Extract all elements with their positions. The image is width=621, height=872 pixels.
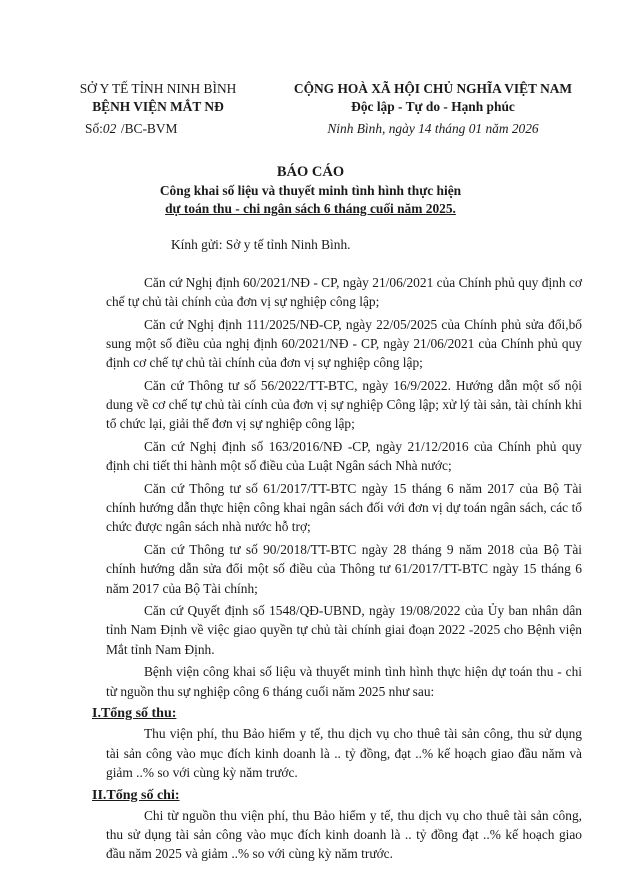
intro-paragraph: Bệnh viện công khai số liệu và thuyết minh tình hình thực hiện dự toán thu - chi từ nguồn thu sự nghiệp công 6 tháng cuối năm 2025 như sau:	[106, 664, 582, 699]
legal-basis-paragraph: Căn cứ Nghị định 111/2025/NĐ-CP, ngày 22/05/2025 của Chính phủ sửa đổi,bổ sung một số điều của nghị định 60/2021/NĐ - CP, ngày 21/06/2021 của Chính phủ quy định cơ chế tự chủ tài chính của đơn vị sự nghiệp công lập;	[106, 316, 582, 371]
legal-basis-paragraph: Căn cứ Thông tư số 90/2018/TT-BTC ngày 28 tháng 9 năm 2018 của Bộ Tài chính hướng dẫn sửa đổi một số điều của Thông tư 61/2017/TT-BTC ngày 15 tháng 6 năm 2017 của Bộ Tài chính;	[106, 542, 582, 596]
national-motto-block	[268, 80, 598, 138]
legal-basis-paragraph: Căn cứ Thông tư số 56/2022/TT-BTC, ngày 16/9/2022. Hướng dẫn một số nội dung về cơ chế tự chủ tài cính của đơn vị sự nghiệp Công lập; xử lý tài sản, tài chính khi tổ chức lại, giải thể đơn vị sự nghiệp công lập;	[106, 378, 582, 432]
issuer-block	[58, 80, 258, 138]
document-number-suffix: /BC-BVM	[120, 121, 178, 136]
issuer-department: SỞ Y TẾ TỈNH NINH BÌNH	[79, 81, 237, 96]
document-subtitle-line2	[0, 201, 621, 217]
revenue-paragraph: Thu viện phí, thu Bảo hiểm y tế, thu dịch vụ cho thuê tài sản công, thu sử dụng tài sản công vào mục đích kinh doanh là .. tỷ đồng, đạt ..% kế hoạch giao đầu năm và giảm ..% so với cùng kỳ năm trước.	[106, 726, 582, 780]
document-number	[58, 120, 258, 138]
national-motto: Độc lập - Tự do - Hạnh phúc	[351, 99, 515, 114]
section-heading-revenue: I.Tổng số thu:	[92, 706, 177, 722]
document-date: Ninh Bình, ngày 14 tháng 01 năm 2026	[327, 121, 539, 136]
document-subtitle-line2-text: dự toán thu - chi ngân sách 6 tháng cuối năm 2025.	[165, 201, 456, 216]
section-heading-expenditure: II.Tổng số chi:	[92, 787, 180, 803]
recipient-line: Kính gửi: Sở y tế tỉnh Ninh Bình.	[171, 237, 351, 252]
expenditure-paragraph: Chi từ nguồn thu viện phí, thu Bảo hiểm y tế, thu dịch vụ cho thuê tài sản công, thu sử dụng tài sản công vào mục đích kinh doanh là .. tỷ đồng đạt ..% kế hoạch giao đầu năm 2025 và giảm ..% so với cùng kỳ năm trước.	[106, 807, 582, 862]
legal-basis-paragraph: Căn cứ Nghị định 60/2021/NĐ - CP, ngày 21/06/2021 của Chính phủ quy định cơ chế tự chủ tài chính của đơn vị sự nghiệp công lập;	[106, 275, 582, 310]
document-body	[92, 273, 582, 867]
legal-basis-paragraph: Căn cứ Nghị định số 163/2016/NĐ -CP, ngày 21/12/2016 của Chính phủ quy định chi tiết thi hành một số điều của Luật Ngân sách Nhà nước;	[106, 439, 582, 474]
document-subtitle-line1: Công khai số liệu và thuyết minh tình hình thực hiện	[159, 183, 462, 198]
legal-basis-paragraph: Căn cứ Quyết định số 1548/QĐ-UBND, ngày 19/08/2022 của Ủy ban nhân dân tỉnh Nam Định về việc giao quyền tự chủ tài chính giai đoạn 2022 -2025 cho Bệnh viện Mắt tỉnh Nam Định.	[106, 603, 582, 657]
document-number-prefix: Số:	[85, 121, 103, 136]
issuer-hospital: BỆNH VIỆN MẮT NĐ	[92, 99, 224, 114]
legal-basis-paragraph: Căn cứ Thông tư số 61/2017/TT-BTC ngày 15 tháng 6 năm 2017 của Bộ Tài chính hướng dẫn thực hiện công khai ngân sách đối với đơn vị dự toán ngân sách, các tổ chức được ngân sách nhà nước hỗ trợ;	[106, 481, 582, 535]
document-title: BÁO CÁO	[276, 164, 345, 180]
country-name: CỘNG HOÀ XÃ HỘI CHỦ NGHĨA VIỆT NAM	[293, 81, 573, 96]
document-number-value: 02	[102, 121, 117, 136]
